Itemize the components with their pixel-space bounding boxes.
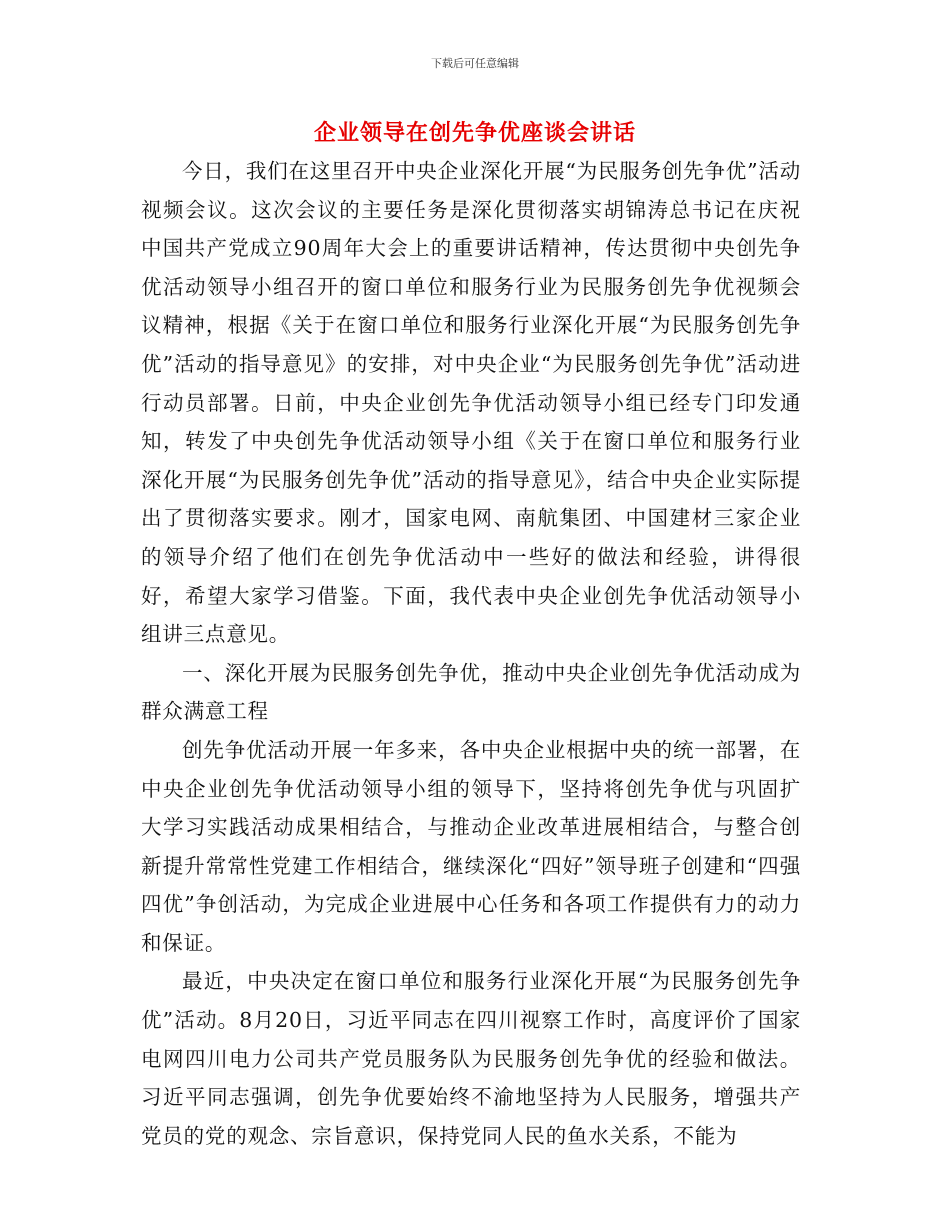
paragraph-2: 创先争优活动开展一年多来，各中央企业根据中央的统一部署，在中央企业创先争优活动领导小组的领导下，坚持将创先争优与巩固扩大学习实践活动成果相结合，与推动企业改革进展相结合，与整合创新提升常常性党建工作相结合，继续深化“四好”领导班子创建和“四强四优”争创活动，为完成企业进展中心任务和各项工作提供有力的动力和保证。: [141, 737, 801, 955]
document-body: [141, 152, 801, 1155]
header-note: 下载后可任意编辑: [431, 57, 519, 70]
paragraph-3: 最近，中央决定在窗口单位和服务行业深化开展“为民服务创先争优”活动。8月20日，习近平同志在四川视察工作时，高度评价了国家电网四川电力公司共产党员服务队为民服务创先争优的经验和做法。习近平同志强调，创先争优要始终不渝地坚持为人民服务，增强共产党员的党的观念、宗旨意识，保持党同人民的鱼水关系，不能为: [141, 969, 801, 1148]
paragraph-1: 今日，我们在这里召开中央企业深化开展“为民服务创先争优”活动视频会议。这次会议的主要任务是深化贯彻落实胡锦涛总书记在庆祝中国共产党成立90周年大会上的重要讲话精神，传达贯彻中央创先争优活动领导小组召开的窗口单位和服务行业为民服务创先争优视频会议精神，根据《关于在窗口单位和服务行业深化开展“为民服务创先争优”活动的指导意见》的安排，对中央企业“为民服务创先争优”活动进行动员部署。日前，中央企业创先争优活动领导小组已经专门印发通知，转发了中央创先争优活动领导小组《关于在窗口单位和服务行业深化开展“为民服务创先争优”活动的指导意见》，结合中央企业实际提出了贯彻落实要求。刚才，国家电网、南航集团、中国建材三家企业的领导介绍了他们在创先争优活动中一些好的做法和经验，讲得很好，希望大家学习借鉴。下面，我代表中央企业创先争优活动领导小组讲三点意见。: [141, 159, 801, 647]
document-title: 企业领导在创先争优座谈会讲话: [313, 120, 636, 146]
section-heading-1: 一、深化开展为民服务创先争优，推动中央企业创先争优活动成为群众满意工程: [141, 660, 801, 724]
